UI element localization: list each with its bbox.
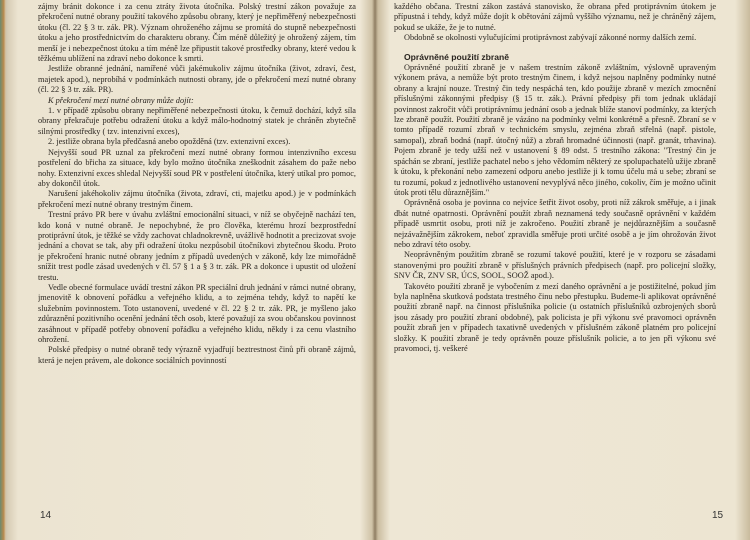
- paragraph: Polské předpisy o nutné obraně tedy výrazně vyjadřují beztrestnost činů při obraně zájmů, která je nejen právem, ale dokonce sociálních povinností: [38, 345, 356, 365]
- right-page-text: [394, 2, 716, 507]
- page-number: 15: [712, 510, 724, 521]
- paragraph: Oprávněné použití zbraně je v našem trestním zákoně zvláštním, výslovně upraveným výkonem práva, a nemůže být proto trestným činem, i když nejsou naplněny podmínky nutné obrany a krajní nouze. Trestný čin tedy nespáchá ten, kdo použije zbraně v mezích zmocnění příslušnými zákonnými předpisy (§ 15 tr. zák.). Právní předpisy při tom jednak ukládají povinnost zakročit vůči protiprávnímu jednání osob a jednak blíže stanoví podmínky, za kterých lze zbraně použít. Použití zbraně je vázáno na podmínky velmi konkrétně a přesně. Zbraní se v tomto případě rozumí zbraň v technickém smyslu, zejména zbraň střelná (např. pistole, samopal), zbraň bodná (např. útočný nůž) a zbraň hromadné účinnosti (např. granát, trhavina). Pojem zbraně je tedy užší než v ustanovení § 89 odst. 5 trestního zákona: "Trestný čin je spáchán se zbraní, jestliže pachatel nebo s jeho vědomím některý ze spolupachatelů užije zbraně k útoku, k překonání nebo zamezení odporu anebo jestliže ji k tomu účelu má u sebe; zbraní se tu rozumí, pokud z jednotlivého ustanovení nevyplývá něco jiného, cokoliv, čím je možno učinit útok proti tělu důraznějším.": [394, 63, 716, 197]
- paragraph: každého občana. Trestní zákon zastává stanovisko, že obrana před protiprávním útokem je přípustná i tehdy, když může dojít k obětování zájmů vyššího významu, než je chráněný zájem, pokud se ukáže, že je to nutné.: [394, 2, 716, 32]
- paragraph: Nejvyšší soud PR uznal za překročení mezí nutné obrany formou intenzivního excesu postřelení do břicha za situace, kdy bylo možno útočníka zneškodnit zásahem do paže nebo nohy. Extenzivní exces shledal Nejvyšší soud PR v postřelení útočníka, který utíkal pro pomoc, aby dokončil útok.: [38, 147, 356, 188]
- paragraph: Neoprávněným použitím zbraně se rozumí takové použití, které je v rozporu se zásadami stanovenými pro použití zbraně v příslušných právních předpisech (např. pro policejní složky, SNV ČR, ZNV SR, ÚCS, SOOL, SOOŽ apod.).: [394, 250, 716, 281]
- paragraph-italic: K překročení mezí nutné obrany může dojít:: [48, 95, 194, 105]
- right-page: [376, 0, 746, 540]
- paragraph: zájmy bránit dokonce i za cenu ztráty života útočníka. Polský trestní zákon považuje za překročení nutné obrany použití takového způsobu obrany, který je nepřiměřený nebezpečnosti útoku (čl. 22 § 3 tr. zák. PR). Význam ohroženého zájmu se promítá do stupně nebezpečnosti útoku a jeho prostřednictvím do charakteru obrany. Čím méně důležitý je ohrožený zájem, tím menší je i nebezpečnost útoku a tím méně lze připustit takové prostředky obrany, které vedou k těžkému ublížení na zdraví nebo dokonce k smrti.: [38, 2, 356, 64]
- paragraph: 2. jestliže obrana byla předčasná anebo opožděná (tzv. extenzivní exces).: [48, 137, 291, 147]
- paragraph: Obdobně se okolnosti vylučujícími protiprávnost zabývají zákonné normy dalších zemí.: [404, 33, 697, 43]
- page-number: 14: [40, 510, 52, 521]
- paragraph: Oprávněná osoba je povinna co nejvíce šetřit život osoby, proti níž zákrok směřuje, a i jinak dbát nutné opatrnosti. Oprávnění použít zbraň neznamená tedy současně oprávnění v každém případě usmrtit osobu, proti níž je zakročeno. Použití zbraně je nejdůraznějším a současně nejzávažnějším zákrokem, neboť zpravidla směřuje proti určité osobě a je jím ohrožován život nebo zdraví této osoby.: [394, 198, 716, 249]
- left-page: [6, 0, 370, 540]
- paragraph: Jestliže obranné jednání, namířené vůči jakémukoliv zájmu útočníka (život, zdraví, čest, majetek apod.), neprobíhá v podmínkách nutnosti obrany, jde o překročení mezí nutné obrany (čl. 22 § 3 tr. zák. PR).: [38, 64, 356, 95]
- paragraph: 1. v případě způsobu obrany nepřiměřené nebezpečnosti útoku, k čemuž dochází, když síla obrany překračuje potřebu odražení útoku a když málo-hodnotný statek je chráněn zbytečně silnými prostředky ( tzv. intenzivní exces),: [38, 106, 356, 136]
- left-page-text: [38, 2, 356, 507]
- paragraph: Takovéto použití zbraně je vybočením z mezí daného oprávnění a je postižitelné, pokud jím byla naplněna skutková podstata trestného činu nebo přestupku. Budeme-li aplikovat oprávněné použití zbraně např. na činnost příslušníka policie (u ostatních příslušníků ozbrojených sborů jsou zásady pro použití zbraní obdobné), pak policista je při výkonu své pravomoci oprávněn použít zbraň jen v případech taxativně uvedených v příslušném zákoně platném pro policejní složky. K použití zbraně je tedy oprávněn pouze příslušník policie, a to jen při výkonu své pravomoci, tj. veškeré: [394, 281, 716, 353]
- section-heading: Oprávněné použití zbraně: [404, 51, 510, 62]
- paragraph: Vedle obecné formulace uvádí trestní zákon PR speciální druh jednání v rámci nutné obrany, jmenovitě k obnovení pořádku a veřejného klidu, a to zejména tehdy, když to napětí ke služebním povinnostem. Toto ustanovení, uvedené v čl. 22 § 2 tr. zák. PR, je myšleno jako zdůraznění pozitivního ocenění jednání těch osob, které považují za svou občanskou povinnost zasáhnout v případě potřeby obnovení pořádku a veřejného klidu, někdy i za cenu vlastního ohrožení.: [38, 282, 356, 344]
- paragraph: Narušení jakéhokoliv zájmu útočníka (života, zdraví, cti, majetku apod.) je v podmínkách překročení mezí nutné obrany trestným činem.: [38, 189, 356, 209]
- paragraph: Trestní právo PR bere v úvahu zvláštní emocionální situaci, v níž se obyčejně nachází ten, kdo koná v nutné obraně. Je nepochybné, že pro člověka, kterému hrozí bezprostřední protiprávní útok, je těžké se vždy zachovat chladnokrevně, uvážlivě hodnotit a precizovat svoje jednání a chovat se tak, aby při odražení útoku nezpůsobil útočníkovi zbytečnou škodu. Proto je překročení hranic nutné obrany jedním z případů uvedených v zákoně, kdy lze mimořádně snížit trest podle zásad uvedených v čl. 57 § 1 a § 3 tr. zák. PR a dokonce i upustit od uložení trestu.: [38, 210, 356, 282]
